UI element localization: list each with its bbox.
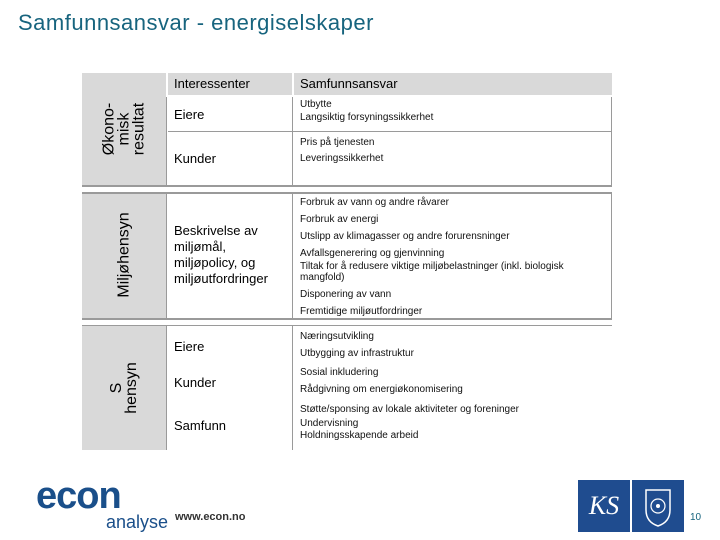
ansvar-cell bbox=[300, 331, 606, 365]
interessent-eiere: Eiere bbox=[174, 107, 205, 122]
econ-logo bbox=[36, 475, 169, 532]
divider bbox=[292, 192, 293, 318]
group-label-sosial: S hensyn bbox=[82, 325, 166, 450]
ansvar-item: Avfallsgenerering og gjenvinning bbox=[300, 248, 445, 259]
ks-logo: KS bbox=[578, 480, 630, 532]
divider bbox=[292, 325, 293, 450]
divider bbox=[166, 192, 167, 318]
ansvar-item: Forbruk av vann og andre råvarer bbox=[300, 197, 449, 208]
ansvar-item: Leveringssikkerhet bbox=[300, 153, 384, 164]
ansvar-cell bbox=[300, 99, 606, 129]
ansvar-item: Støtte/sponsing av lokale aktiviteter og foreninger bbox=[300, 404, 520, 415]
ansvar-item: Forbruk av energi bbox=[300, 214, 379, 225]
ansvar-item: Undervisning bbox=[300, 418, 359, 429]
ansvar-item: Langsiktig forsyningssikkerhet bbox=[300, 112, 434, 123]
ansvar-item: Tiltak for å redusere viktige miljøbelastninger (inkl. biologisk mangfold) bbox=[300, 261, 564, 283]
header-interessenter: Interessenter bbox=[168, 73, 292, 95]
divider bbox=[166, 97, 167, 185]
econ-logo-word: econ bbox=[36, 475, 121, 517]
stakeholder-table bbox=[82, 73, 614, 450]
ansvar-cell bbox=[300, 197, 606, 323]
interessent-kunder: Kunder bbox=[174, 151, 216, 166]
group-divider bbox=[82, 192, 612, 194]
interessent-miljo: Beskrivelse av miljømål, miljøpolicy, og miljøutfordringer bbox=[174, 223, 268, 286]
ansvar-cell bbox=[300, 404, 606, 447]
ansvar-item: Fremtidige miljøutfordringer bbox=[300, 306, 423, 317]
ansvar-item: Pris på tjenesten bbox=[300, 137, 375, 148]
ansvar-item: Utslipp av klimagasser og andre forurensninger bbox=[300, 231, 510, 242]
group-divider bbox=[82, 185, 612, 187]
ansvar-item: Næringsutvikling bbox=[300, 331, 374, 342]
page-number: 10 bbox=[690, 512, 702, 523]
row-divider bbox=[168, 131, 611, 132]
ansvar-item: Utbytte bbox=[300, 99, 332, 110]
crest-icon bbox=[632, 480, 684, 532]
ansvar-cell bbox=[300, 137, 606, 170]
interessent-eiere: Eiere bbox=[174, 339, 205, 354]
group-divider bbox=[82, 325, 612, 326]
ansvar-item: Utbygging av infrastruktur bbox=[300, 348, 414, 359]
ansvar-item: Disponering av vann bbox=[300, 289, 392, 300]
interessent-samfunn: Samfunn bbox=[174, 418, 227, 433]
ansvar-item: Sosial inkludering bbox=[300, 367, 379, 378]
interessent-kunder: Kunder bbox=[174, 375, 216, 390]
divider bbox=[292, 97, 293, 185]
divider bbox=[611, 97, 612, 185]
ansvar-cell bbox=[300, 367, 606, 401]
ansvar-item: Rådgivning om energiøkonomisering bbox=[300, 384, 463, 395]
group-label-okonomisk: Økono- misk resultat bbox=[82, 73, 166, 185]
econ-url: www.econ.no bbox=[175, 511, 246, 523]
divider bbox=[611, 192, 612, 318]
header-samfunnsansvar: Samfunnsansvar bbox=[294, 73, 612, 95]
divider bbox=[166, 325, 167, 450]
econ-logo-sub: analyse bbox=[106, 512, 169, 532]
slide-title: Samfunnsansvar - energiselskaper bbox=[18, 10, 374, 35]
group-label-miljo: Miljøhensyn bbox=[82, 192, 166, 318]
ansvar-item: Holdningsskapende arbeid bbox=[300, 430, 419, 441]
